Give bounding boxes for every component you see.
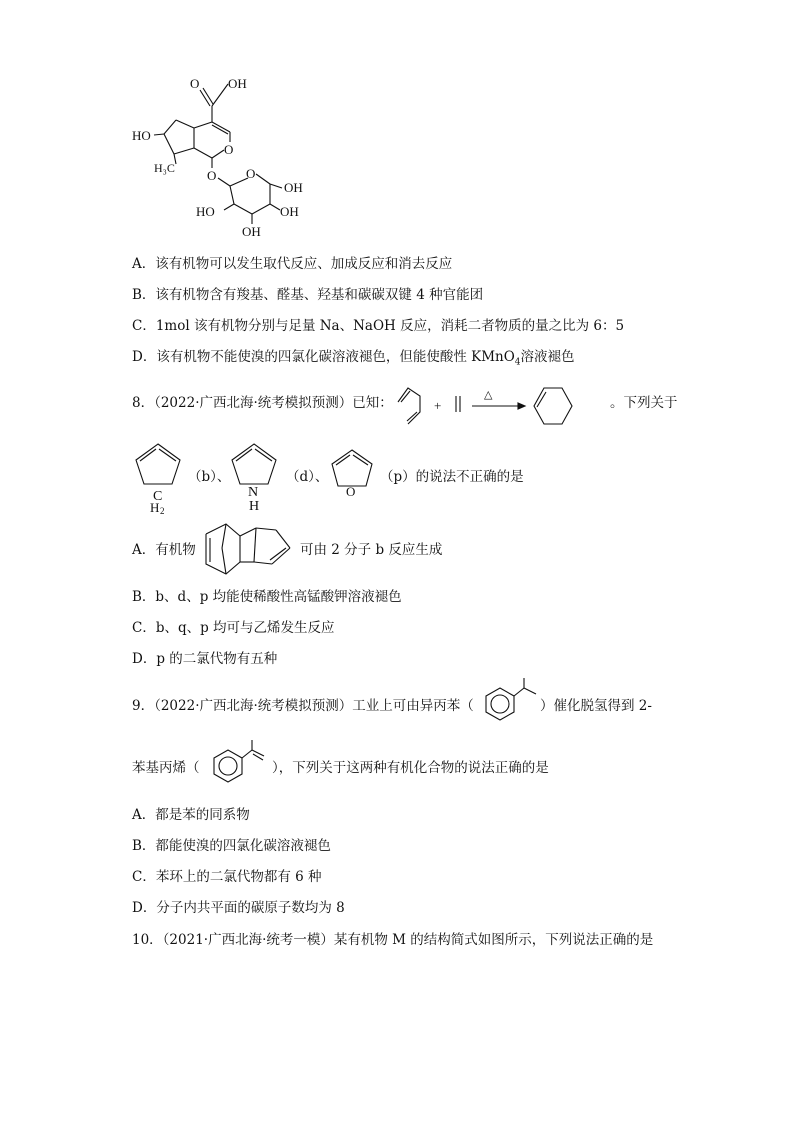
heat-symbol: △ [484, 389, 493, 401]
c-label: C [153, 489, 163, 504]
h2-label: H [150, 500, 160, 515]
q9-option-a: A．都是苯的同系物 [132, 807, 250, 823]
q9-option-d: D．分子内共平面的碳原子数均为 8 [132, 900, 345, 916]
molecule-cumene [470, 676, 540, 728]
molecule-b-cyclopentadiene [128, 440, 188, 516]
molecule-d-pyrrole [226, 440, 282, 512]
ring-o-label: O [224, 142, 234, 157]
q8-option-d: D．p 的二氯代物有五种 [132, 651, 278, 667]
q7-option-d-sub: 4 [514, 357, 521, 368]
q8-option-a-pre: A．有机物 [132, 542, 196, 558]
carboxyl-o-label: O [190, 76, 200, 91]
q7-option-a: A．该有机物可以发生取代反应、加成反应和消去反应 [132, 256, 453, 272]
q8-option-c: C．b、q、p 均可与乙烯发生反应 [132, 620, 335, 636]
q8-option-a-post: 可由 2 分子 b 反应生成 [300, 542, 443, 558]
molecule-2-phenylpropene [200, 738, 272, 790]
molecule-p-furan [326, 446, 378, 498]
q10-stem: 10．（2021·广西北海·统考一模）某有机物 M 的结构简式如图所示，下列说法正确的是 [132, 932, 654, 948]
q9-option-b: B．都能使溴的四氯化碳溶液褪色 [132, 838, 331, 854]
q8-stem-end: 。下列关于 [610, 395, 678, 411]
q9-stem-line1-post: ）催化脱氢得到 2- [540, 698, 652, 714]
q8-stem [132, 394, 393, 412]
q7-option-d-text: D．该有机物不能使溴的四氯化碳溶液褪色，但能使酸性 KMnO [132, 349, 515, 365]
ho-bottom-label: HO [196, 204, 215, 219]
q9-option-c: C．苯环上的二氯代物都有 6 种 [132, 869, 322, 885]
structure-q7 [130, 70, 320, 240]
plus-sign: + [434, 398, 442, 413]
ch2oh-label: OH [284, 180, 303, 195]
q8-label-d: （d）、 [286, 469, 329, 485]
oh-bottom-label: OH [242, 224, 261, 239]
glycosidic-o-label: O [207, 168, 217, 183]
h-label: H [249, 499, 260, 514]
ho-label: HO [132, 128, 151, 143]
q8-stem-text: 8．（2022·广西北海·统考模拟预测）已知： [132, 395, 393, 411]
h2-sub: 2 [160, 506, 165, 516]
q8-reaction [392, 380, 610, 430]
carboxyl-oh-label: OH [228, 76, 247, 91]
o-label: O [346, 484, 356, 499]
q7-option-c: C．1mol 该有机物分别与足量 Na、NaOH 反应，消耗二者物质的量之比为 6：5 [132, 318, 625, 334]
n-label: N [248, 485, 259, 500]
oh-bottom-right-label: OH [280, 204, 299, 219]
q9-stem-line1-pre: 9．（2022·广西北海·统考模拟预测）工业上可由异丙苯（ [132, 698, 474, 714]
q7-option-b: B．该有机物含有羧基、醛基、羟基和碳碳双键 4 种官能团 [132, 287, 484, 303]
ch3-label: H₃C [154, 161, 175, 175]
q7-option-d [132, 348, 575, 372]
q7-option-d-text-end: 溶液褪色 [520, 349, 575, 365]
q8-label-b: （b）、 [188, 469, 231, 485]
sugar-ring-o-label: O [246, 166, 256, 181]
molecule-dicyclopentadiene [196, 518, 300, 582]
q8-option-b: B．b、d、p 均能使稀酸性高锰酸钾溶液褪色 [132, 589, 402, 605]
q9-stem-line2-pre: 苯基丙烯（ [132, 760, 200, 776]
q9-stem-line2-post: ），下列关于这两种有机化合物的说法正确的是 [272, 760, 549, 776]
q8-label-p: （p）的说法不正确的是 [380, 469, 524, 485]
